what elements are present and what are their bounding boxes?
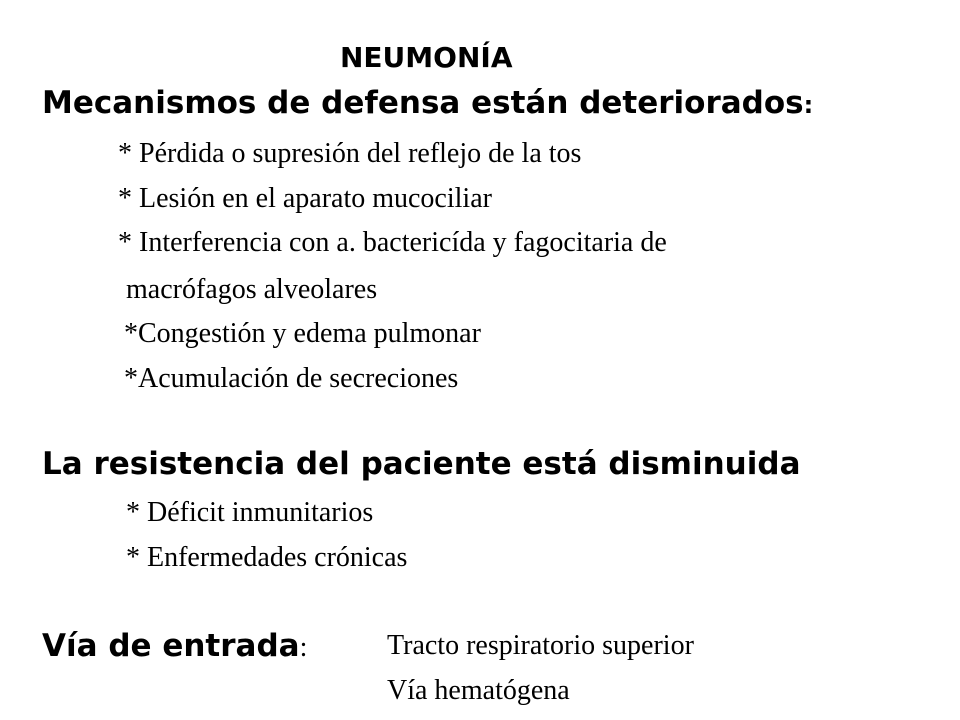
defense-item-3-continuation: macrófagos alveolares — [126, 274, 378, 305]
resistance-item-1: * Déficit inmunitarios — [126, 497, 374, 528]
defense-item-4: *Congestión y edema pulmonar — [124, 318, 481, 349]
entry-label-text: Vía de entrada — [42, 628, 300, 664]
defense-item-1: * Pérdida o supresión del reflejo de la tos — [118, 138, 582, 169]
resistance-item-2: * Enfermedades crónicas — [126, 542, 408, 573]
defense-heading — [42, 85, 814, 121]
defense-item-5: *Acumulación de secreciones — [124, 363, 459, 394]
entry-label — [42, 628, 308, 664]
entry-value-1: Tracto respiratorio superior — [387, 630, 694, 661]
resistance-heading: La resistencia del paciente está disminuida — [42, 446, 801, 482]
slide-title: NEUMONÍA — [340, 41, 513, 74]
defense-item-3: * Interferencia con a. bactericída y fagocitaria de — [118, 227, 667, 258]
defense-heading-text: Mecanismos de defensa están deteriorados — [42, 85, 804, 121]
entry-value-2: Vía hematógena — [387, 675, 570, 706]
defense-item-2: * Lesión en el aparato mucociliar — [118, 183, 492, 214]
defense-heading-colon: : — [803, 91, 814, 119]
entry-label-colon: : — [299, 632, 308, 663]
